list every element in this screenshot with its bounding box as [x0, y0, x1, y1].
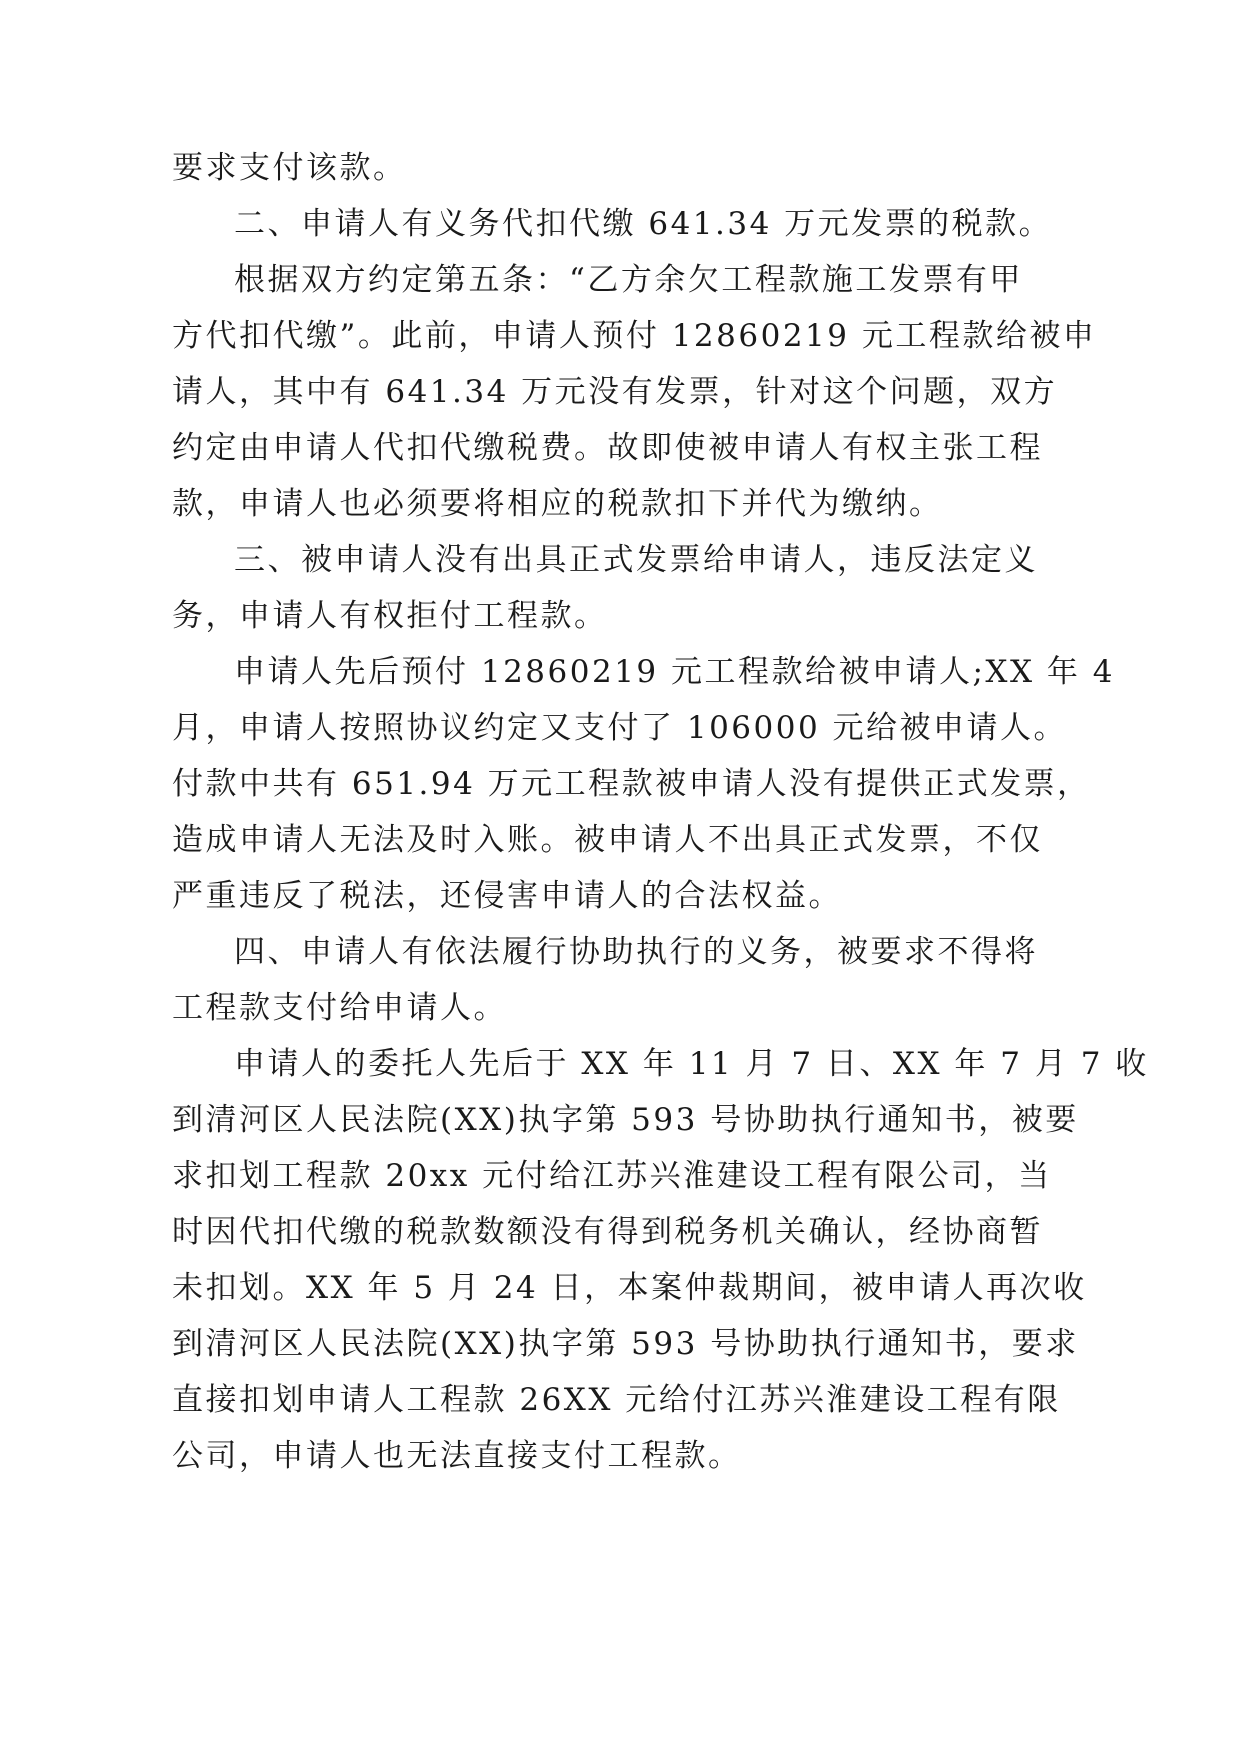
text-line-17: 申请人的委托人先后于 XX 年 11 月 7 日、XX 年 7 月 7 收 — [234, 1046, 1149, 1082]
text-line-18: 到清河区人民法院(XX)执字第 593 号协助执行通知书，被要 — [172, 1102, 1079, 1138]
text-line-19: 求扣划工程款 20xx 元付给江苏兴淮建设工程有限公司，当 — [172, 1158, 1052, 1194]
text-line-22: 到清河区人民法院(XX)执字第 593 号协助执行通知书，要求 — [172, 1326, 1079, 1362]
text-line-11: 月，申请人按照协议约定又支付了 106000 元给被申请人。 — [172, 710, 1068, 746]
text-line-7: 款，申请人也必须要将相应的税款扣下并代为缴纳。 — [172, 486, 943, 522]
text-line-1: 要求支付该款。 — [172, 150, 407, 186]
text-line-21: 未扣划。XX 年 5 月 24 日，本案仲裁期间，被申请人再次收 — [172, 1270, 1087, 1306]
text-line-13: 造成申请人无法及时入账。被申请人不出具正式发票，不仅 — [172, 822, 1043, 858]
text-line-24: 公司，申请人也无法直接支付工程款。 — [172, 1438, 742, 1474]
section-heading-4: 四、申请人有依法履行协助执行的义务，被要求不得将 — [234, 934, 1038, 970]
text-line-16: 工程款支付给申请人。 — [172, 990, 507, 1026]
text-line-5: 请人，其中有 641.34 万元没有发票，针对这个问题，双方 — [172, 374, 1058, 410]
text-line-4: 方代扣代缴”。此前，申请人预付 12860219 元工程款给被申 — [172, 318, 1097, 354]
text-line-3: 根据双方约定第五条：“乙方余欠工程款施工发票有甲 — [234, 262, 1023, 298]
text-line-23: 直接扣划申请人工程款 26XX 元给付江苏兴淮建设工程有限 — [172, 1382, 1061, 1418]
text-line-9: 务，申请人有权拒付工程款。 — [172, 598, 608, 634]
text-line-6: 约定由申请人代扣代缴税费。故即使被申请人有权主张工程 — [172, 430, 1043, 466]
section-heading-2: 二、申请人有义务代扣代缴 641.34 万元发票的税款。 — [234, 206, 1053, 242]
text-line-20: 时因代扣代缴的税款数额没有得到税务机关确认，经协商暂 — [172, 1214, 1043, 1250]
text-line-14: 严重违反了税法，还侵害申请人的合法权益。 — [172, 878, 842, 914]
text-line-12: 付款中共有 651.94 万元工程款被申请人没有提供正式发票， — [172, 766, 1091, 802]
text-line-10: 申请人先后预付 12860219 元工程款给被申请人;XX 年 4 — [234, 654, 1116, 690]
section-heading-3: 三、被申请人没有出具正式发票给申请人，违反法定义 — [234, 542, 1038, 578]
